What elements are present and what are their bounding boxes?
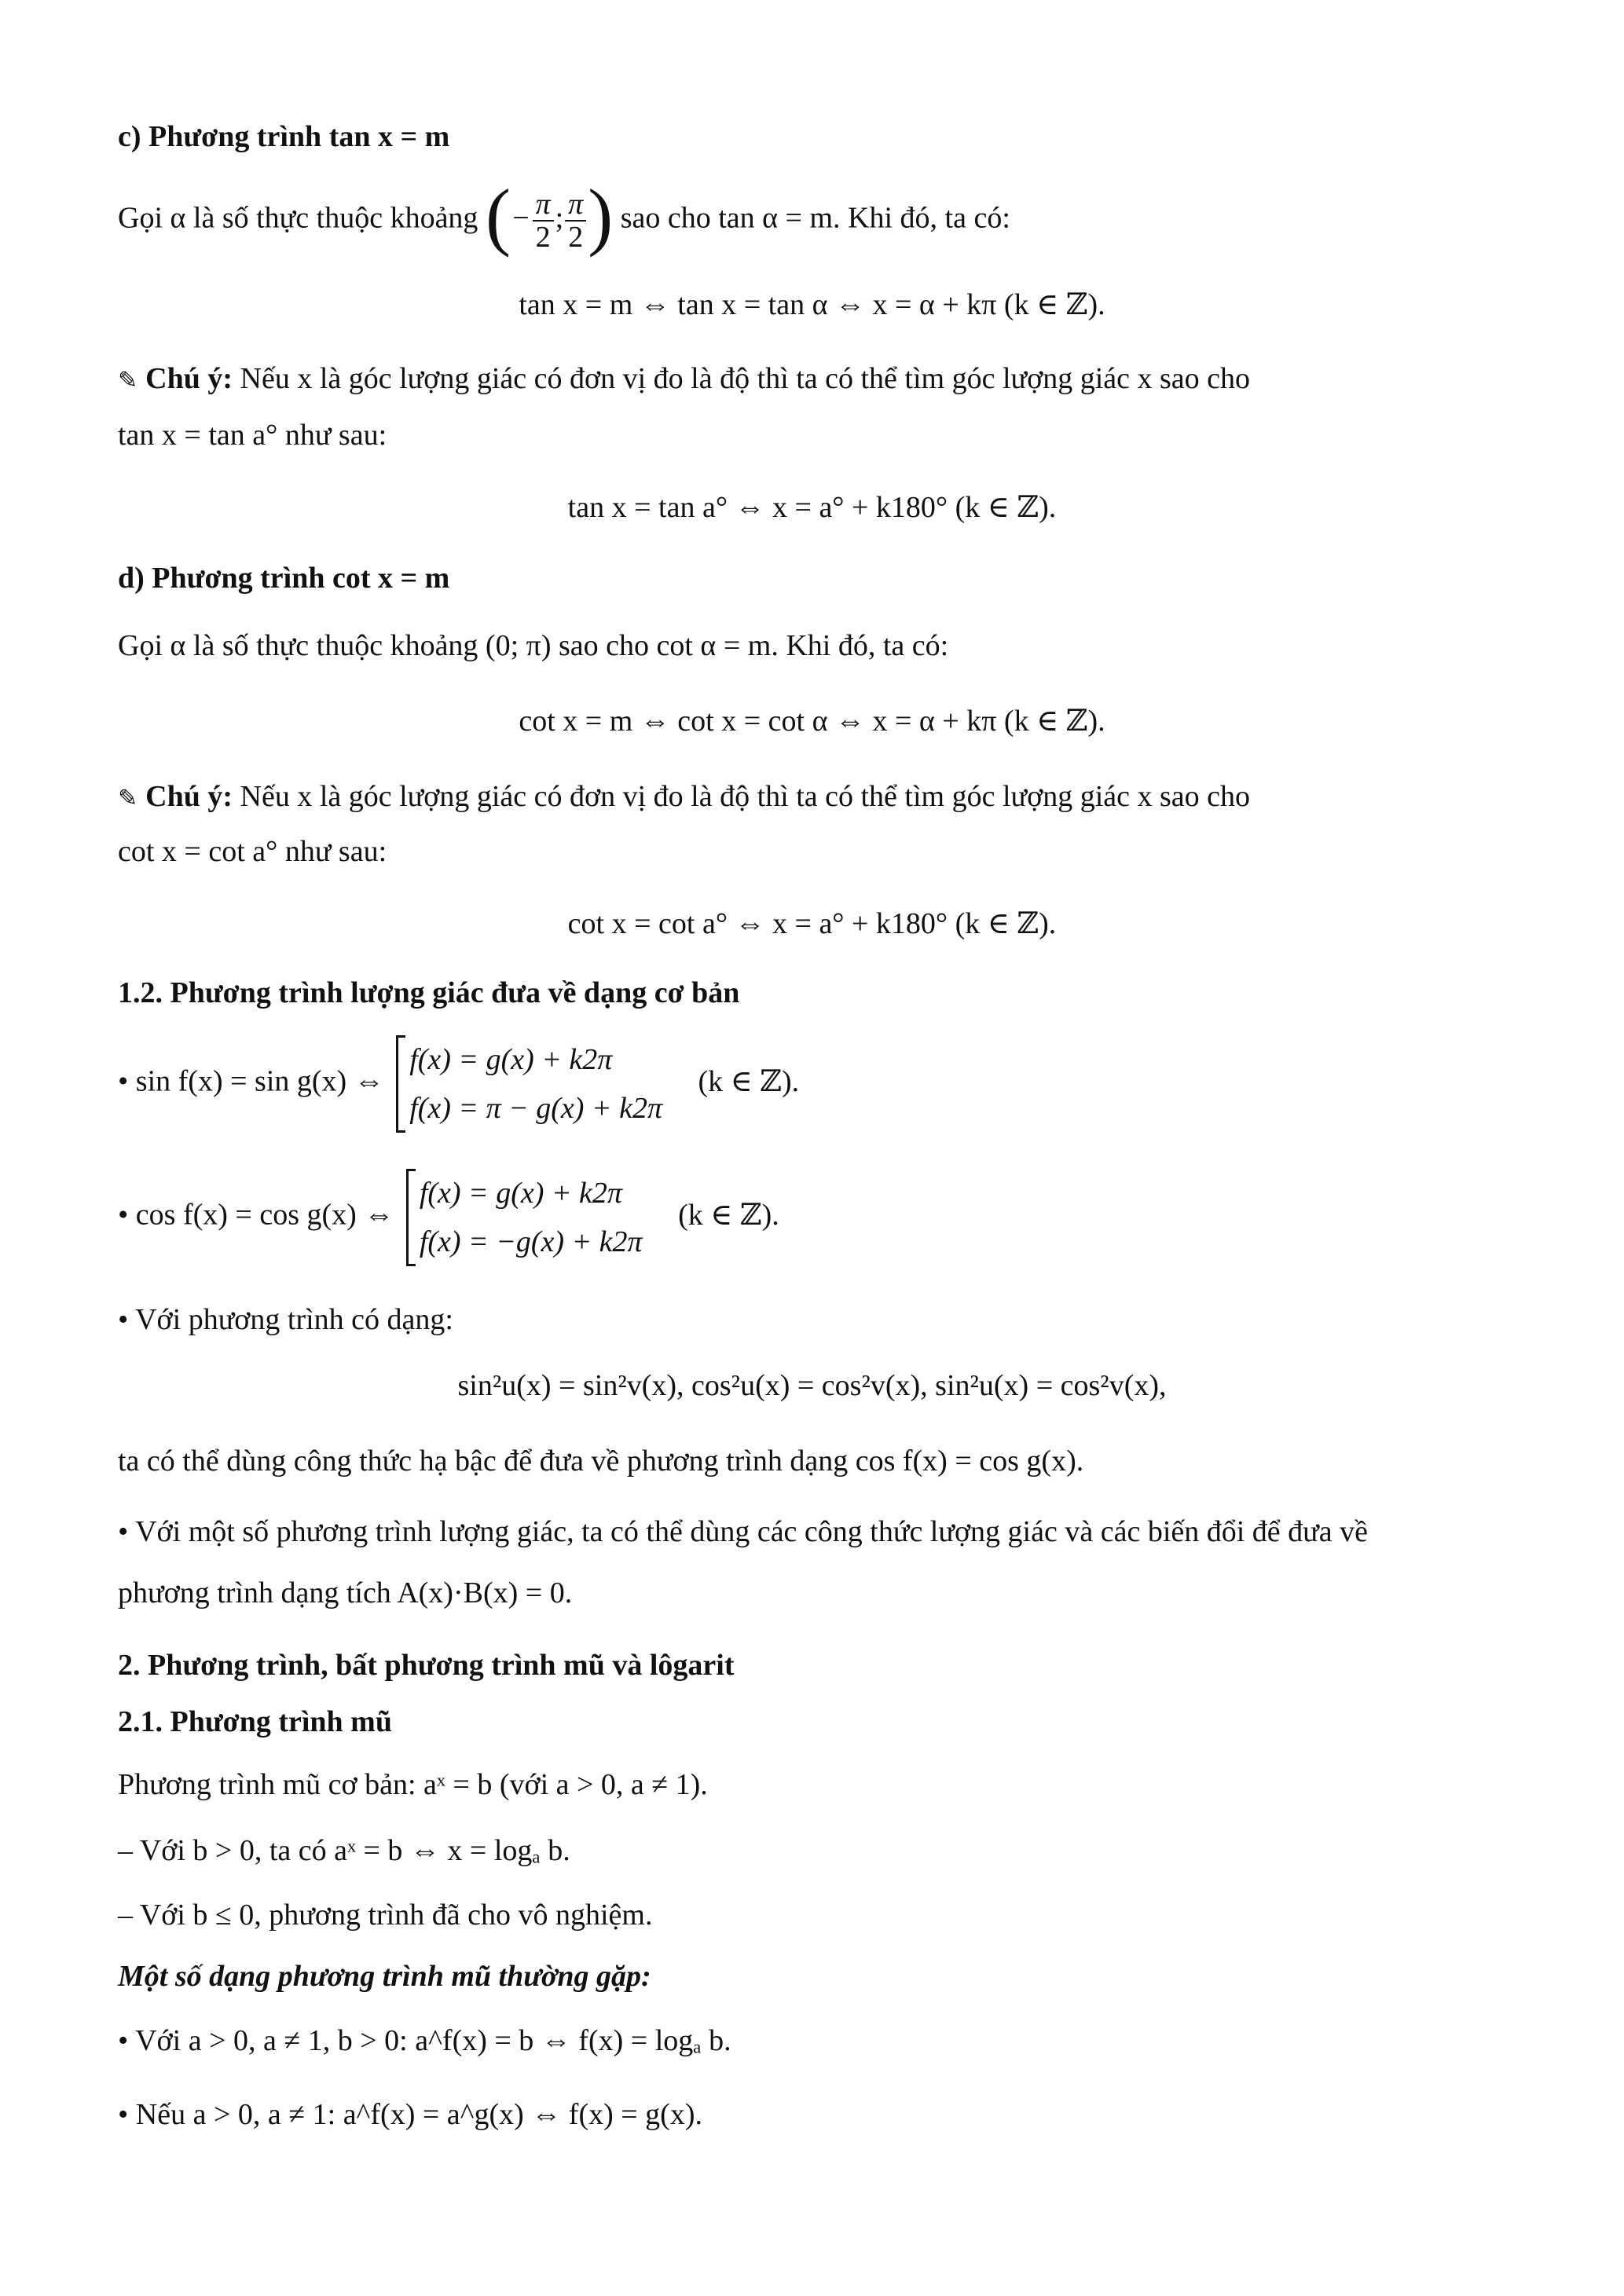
section-c-note	[118, 358, 1516, 401]
fraction-numerator: π	[533, 189, 554, 222]
paren-close: )	[588, 174, 614, 258]
form-after: ta có thể dùng công thức hạ bậc để đưa về phương trình dạng cos f(x) = cos g(x).	[118, 1445, 1084, 1478]
sin-case-bracket	[396, 1035, 662, 1133]
c-intro-part2: sao cho tan α = m. Khi đó, ta có:	[620, 201, 1010, 235]
section-c-note-formula: tan x = tan a° ⇔ x = a° + k180° (k ∈ ℤ).	[567, 491, 1057, 524]
paren-open: (	[485, 174, 511, 258]
fraction-denominator: 2	[568, 221, 584, 254]
pencil-note-icon: ✎	[118, 785, 138, 812]
sin-case-2: f(x) = π − g(x) + k2π	[409, 1092, 662, 1125]
fraction-numerator: π	[565, 189, 586, 222]
section-c-title: c) Phương trình tan x = m	[118, 120, 450, 153]
minus-sign: −	[510, 201, 531, 235]
section-c-formula: tan x = m ⇔ tan x = tan α ⇔ x = α + kπ (k ∈ ℤ).	[519, 288, 1105, 321]
section-d-note-cont: cot x = cot a° như sau:	[118, 835, 387, 868]
section-d-intro: Gọi α là số thực thuộc khoảng (0; π) sao cho cot α = m. Khi đó, ta có:	[118, 629, 949, 662]
pencil-note-icon: ✎	[118, 367, 138, 394]
exp-case-2: – Với b ≤ 0, phương trình đã cho vô nghiệm.	[118, 1899, 653, 1932]
section-1-2-title: 1.2. Phương trình lượng giác đưa về dạng cơ bản	[118, 976, 740, 1009]
section-d-note-formula: cot x = cot a° ⇔ x = a° + k180° (k ∈ ℤ).	[567, 907, 1057, 940]
note-text: Nếu x là góc lượng giác có đơn vị đo là độ thì ta có thể tìm góc lượng giác x sao cho	[240, 362, 1251, 395]
section-2-1-title: 2.1. Phương trình mũ	[118, 1705, 392, 1738]
cos-equation	[118, 1169, 1516, 1266]
sin-equation	[118, 1035, 1516, 1133]
section-2-title: 2. Phương trình, bất phương trình mũ và lôgarit	[118, 1649, 735, 1682]
exp-case-1: – Với b > 0, ta có aˣ = b ⇔ x = logₐ b.	[118, 1834, 570, 1867]
note-text: Nếu x là góc lượng giác có đơn vị đo là độ thì ta có thể tìm góc lượng giác x sao cho	[240, 780, 1251, 813]
form-intro: • Với phương trình có dạng:	[118, 1303, 453, 1336]
semicolon: ;	[555, 201, 564, 235]
section-d-formula: cot x = m ⇔ cot x = cot α ⇔ x = α + kπ (k ∈ ℤ).	[519, 705, 1105, 738]
sin-tail: (k ∈ ℤ).	[698, 1064, 800, 1098]
forms-title: Một số dạng phương trình mũ thường gặp:	[118, 1960, 651, 1993]
exp-form-2: • Nếu a > 0, a ≠ 1: a^f(x) = a^g(x) ⇔ f(x) = g(x).	[118, 2098, 702, 2131]
exp-basic: Phương trình mũ cơ bản: aˣ = b (với a > 0, a ≠ 1).	[118, 1768, 708, 1801]
form-formula: sin²u(x) = sin²v(x), cos²u(x) = cos²v(x), sin²u(x) = cos²v(x),	[457, 1369, 1167, 1402]
sin-lhs: • sin f(x) = sin g(x) ⇔	[118, 1064, 384, 1098]
cos-lhs: • cos f(x) = cos g(x) ⇔	[118, 1198, 394, 1232]
fraction-left	[533, 189, 554, 253]
sin-case-1: f(x) = g(x) + k2π	[409, 1043, 613, 1076]
cos-case-1: f(x) = g(x) + k2π	[419, 1177, 622, 1210]
product-line-1: • Với một số phương trình lượng giác, ta có thể dùng các công thức lượng giác và các biến đổi để đưa về	[118, 1515, 1368, 1548]
fraction-denominator: 2	[535, 221, 551, 254]
section-d-note	[118, 776, 1516, 819]
c-intro-part1: Gọi α là số thực thuộc khoảng	[118, 201, 478, 235]
cos-case-2: f(x) = −g(x) + k2π	[419, 1225, 643, 1258]
cos-tail: (k ∈ ℤ).	[678, 1198, 779, 1232]
exp-form-1: • Với a > 0, a ≠ 1, b > 0: a^f(x) = b ⇔ f(x) = logₐ b.	[118, 2024, 731, 2057]
section-c-intro	[118, 174, 1516, 258]
fraction-right	[565, 189, 586, 253]
note-label: Chú ý:	[145, 780, 233, 813]
note-label: Chú ý:	[145, 362, 233, 395]
section-d-title: d) Phương trình cot x = m	[118, 562, 450, 595]
product-line-2: phương trình dạng tích A(x)·B(x) = 0.	[118, 1576, 573, 1609]
section-c-note-cont: tan x = tan a° như sau:	[118, 419, 387, 452]
cos-case-bracket	[406, 1169, 643, 1266]
